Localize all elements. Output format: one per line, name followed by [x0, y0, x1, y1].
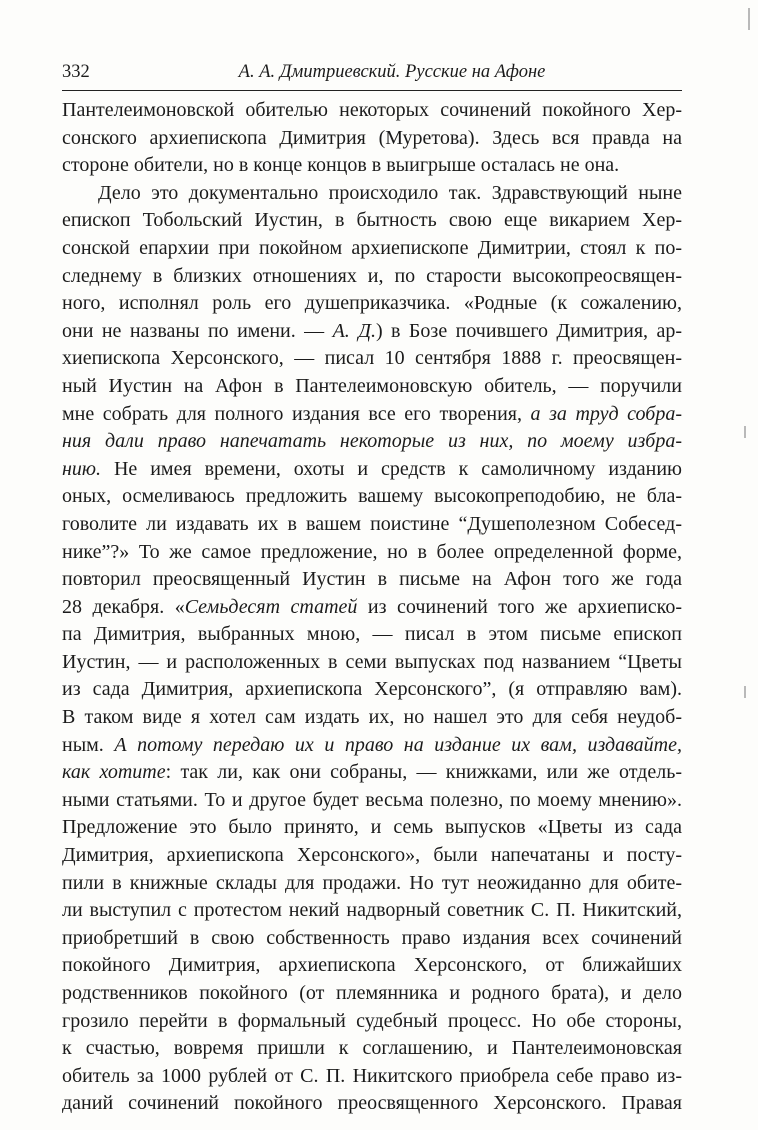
text-line: ными статьями. То и другое будет весьма полезно, по моему мнению».: [62, 788, 682, 811]
text-line: хиепископа Херсонского, — писал 10 сентября 1888 г. преосвящен-: [62, 347, 682, 370]
italic-run: а за труд собра-: [530, 402, 682, 425]
text-line: Иустин, — и расположенных в семи выпусках под названием “Цветы: [62, 650, 682, 673]
header-rule: [62, 90, 682, 91]
scan-edge-mark: [748, 8, 750, 30]
text-line: Дело это документально происходило так. Здравствующий ныне: [98, 181, 682, 204]
text-run: : так ли, как они собраны, — книжками, или же отдель-: [165, 761, 682, 784]
text-run: они не названы по имени. —: [62, 319, 333, 342]
text-line: [62, 732, 682, 760]
text-line: стороне обители, но в конце концов в выигрыше осталась не она.: [62, 154, 620, 177]
text-line: следнему в близких отношениях и, по старости высокопреосвящен-: [62, 264, 682, 287]
text-line: [62, 401, 682, 429]
text-run: ным.: [62, 733, 115, 756]
text-line: В таком виде я хотел сам издать их, но нашел это для себя неудоб-: [62, 706, 682, 729]
text-line: [62, 759, 682, 787]
text-line: даний сочинений покойного преосвященного Херсонского. Правая: [62, 1092, 682, 1115]
text-run: мне собрать для полного издания все его творения,: [62, 402, 531, 425]
scan-edge-mark: [744, 426, 746, 438]
text-line: епископ Тобольский Иустин, в бытность свою еще викарием Хер-: [62, 209, 682, 232]
body-text: [62, 97, 682, 1118]
text-line: ный Иустин на Афон в Пантелеимоновскую обитель, — поручили: [62, 374, 682, 397]
text-line: [62, 594, 682, 622]
italic-run: А потому передаю их и право на издание их вам, издавайте,: [114, 733, 682, 756]
text-line: покойного Димитрия, архиепископа Херсонского, от ближайших: [62, 954, 682, 977]
italic-run: как хотите: [62, 761, 166, 784]
italic-run: ния дали право напечатать некоторые из них, по моему избра-: [62, 430, 682, 453]
text-line: ли выступил с протестом некий надворный советник С. П. Никитский,: [62, 899, 682, 922]
italic-run: нию.: [62, 457, 102, 480]
text-run: из сочинений того же архиеписко-: [357, 595, 682, 618]
running-title: А. А. Дмитриевский. Русские на Афоне: [238, 62, 546, 82]
text-line: сонского архиепископа Димитрия (Муретова). Здесь вся правда на: [62, 126, 682, 149]
scan-edge-mark: [744, 686, 746, 698]
page-number: 332: [62, 62, 90, 82]
text-run: ) в Бозе почившего Димитрия, ар-: [375, 319, 682, 342]
text-line: из сада Димитрия, архиепископа Херсонского”, (я отправляю вам).: [62, 678, 682, 701]
text-line: повторил преосвященный Иустин в письме на Афон того же года: [62, 568, 682, 591]
italic-run: А. Д.: [332, 319, 376, 342]
text-line: [62, 456, 682, 484]
text-line: Димитрия, архиепископа Херсонского», были напечатаны и посту-: [62, 844, 682, 867]
text-line: обитель за 1000 рублей от С. П. Никитского приобрела себе право из-: [62, 1064, 682, 1087]
text-line: говолите ли издавать их в вашем поистине “Душеполезном Собесед-: [62, 512, 682, 535]
text-line: Предложение это было принято, и семь выпусков «Цветы из сада: [62, 816, 682, 839]
italic-run: Семьдесят статей: [184, 595, 358, 618]
text-line: сонской епархии при покойном архиепископе Димитрии, стоял к по-: [62, 236, 682, 259]
text-line: приобретший в свою собственность право издания всех сочинений: [62, 926, 682, 949]
text-run: Не имея времени, охоты и средств к самоличному изданию: [101, 457, 682, 480]
page-header: [62, 62, 682, 86]
text-line: оных, осмеливаюсь предложить вашему высокопреподобию, не бла-: [62, 485, 682, 508]
text-line: нике”?» То же самое предложение, но в более определенной форме,: [62, 540, 682, 563]
text-line: Пантелеимоновской обителью некоторых сочинений покойного Хер-: [62, 99, 682, 121]
text-run: 28 декабря. «: [62, 595, 185, 618]
text-line: грозило перейти в формальный судебный процесс. Но обе стороны,: [62, 1009, 682, 1032]
text-line: [62, 428, 682, 456]
text-line: па Димитрия, выбранных мною, — писал в этом письме епископ: [62, 623, 682, 646]
text-line: родственников покойного (от племянника и родного брата), и дело: [62, 982, 682, 1004]
text-line: пили в книжные склады для продажи. Но тут неожиданно для обите-: [62, 871, 682, 894]
text-line: ного, исполнял роль его душеприказчика. «Родные (к сожалению,: [62, 292, 682, 315]
text-line: к счастью, вовремя пришли к соглашению, и Пантелеимоновская: [62, 1037, 682, 1060]
text-line: [62, 318, 682, 346]
